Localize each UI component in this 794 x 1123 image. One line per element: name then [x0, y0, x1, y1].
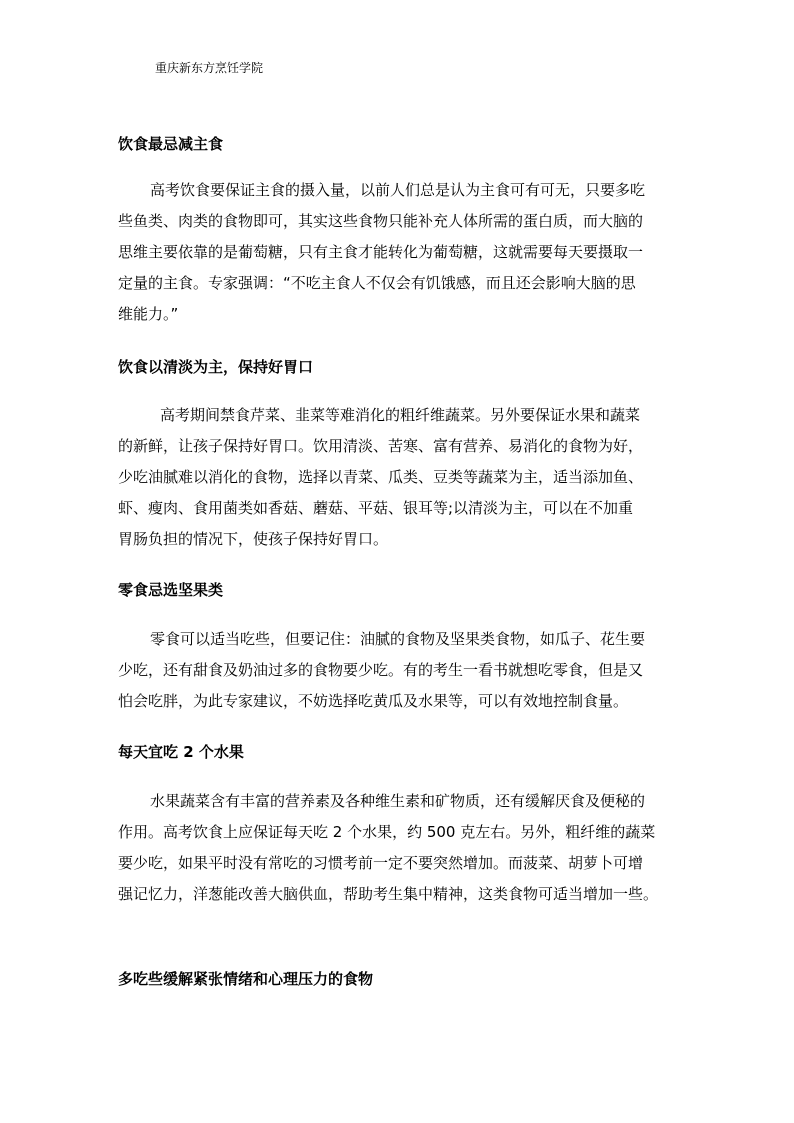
section-heading: 多吃些缓解紧张情绪和心理压力的食物	[118, 970, 374, 988]
paragraph-line: 胃肠负担的情况下，使孩子保持好胃口。	[118, 530, 389, 548]
section-paragraph	[118, 175, 684, 330]
paragraph-line: 作用。高考饮食上应保证每天吃 2 个水果，约 500 克左右。另外，粗纤维的蔬菜	[118, 823, 656, 841]
paragraph-line: 虾、瘦肉、食用菌类如香菇、蘑菇、平菇、银耳等;以清淡为主，可以在不加重	[118, 499, 634, 517]
paragraph-line: 些鱼类、肉类的食物即可，其实这些食物只能补充人体所需的蛋白质，而大脑的	[118, 212, 644, 230]
section-heading: 饮食以清淡为主，保持好胃口	[118, 358, 314, 376]
paragraph-line: 水果蔬菜含有丰富的营养素及各种维生素和矿物质，还有缓解厌食及便秘的	[150, 792, 646, 810]
section-paragraph	[118, 400, 684, 555]
paragraph-line: 零食可以适当吃些，但要记住：油腻的食物及坚果类食物，如瓜子、花生要	[150, 630, 646, 648]
paragraph-line: 高考期间禁食芹菜、韭菜等难消化的粗纤维蔬菜。另外要保证水果和蔬菜	[160, 406, 641, 424]
section-heading: 零食忌选坚果类	[118, 581, 224, 599]
section-paragraph	[118, 624, 684, 717]
paragraph-line: 定量的主食。专家强调：“不吃主食人不仅会有饥饿感，而且还会影响大脑的思	[118, 274, 636, 292]
paragraph-line: 维能力。”	[118, 305, 179, 323]
paragraph-line: 怕会吃胖，为此专家建议，不妨选择吃黄瓜及水果等，可以有效地控制食量。	[118, 692, 629, 710]
section-paragraph	[118, 786, 684, 910]
paragraph-line: 少吃油腻难以消化的食物，选择以青菜、瓜类、豆类等蔬菜为主，适当添加鱼、	[118, 468, 644, 486]
paragraph-line: 思维主要依靠的是葡萄糖，只有主食才能转化为葡萄糖，这就需要每天要摄取一	[118, 243, 644, 261]
section-heading: 饮食最忌减主食	[118, 135, 224, 153]
paragraph-line: 要少吃，如果平时没有常吃的习惯考前一定不要突然增加。而菠菜、胡萝卜可增	[118, 854, 644, 872]
paragraph-line: 的新鲜，让孩子保持好胃口。饮用清淡、苦寒、富有营养、易消化的食物为好，	[118, 437, 644, 455]
section-heading: 每天宜吃 2 个水果	[118, 743, 244, 761]
paragraph-line: 少吃，还有甜食及奶油过多的食物要少吃。有的考生一看书就想吃零食，但是又	[118, 661, 644, 679]
page-header-school-name: 重庆新东方烹饪学院	[155, 61, 264, 75]
paragraph-line: 强记忆力，洋葱能改善大脑供血，帮助考生集中精神，这类食物可适当增加一些。	[118, 885, 659, 903]
paragraph-line: 高考饮食要保证主食的摄入量，以前人们总是认为主食可有可无，只要多吃	[150, 181, 646, 199]
